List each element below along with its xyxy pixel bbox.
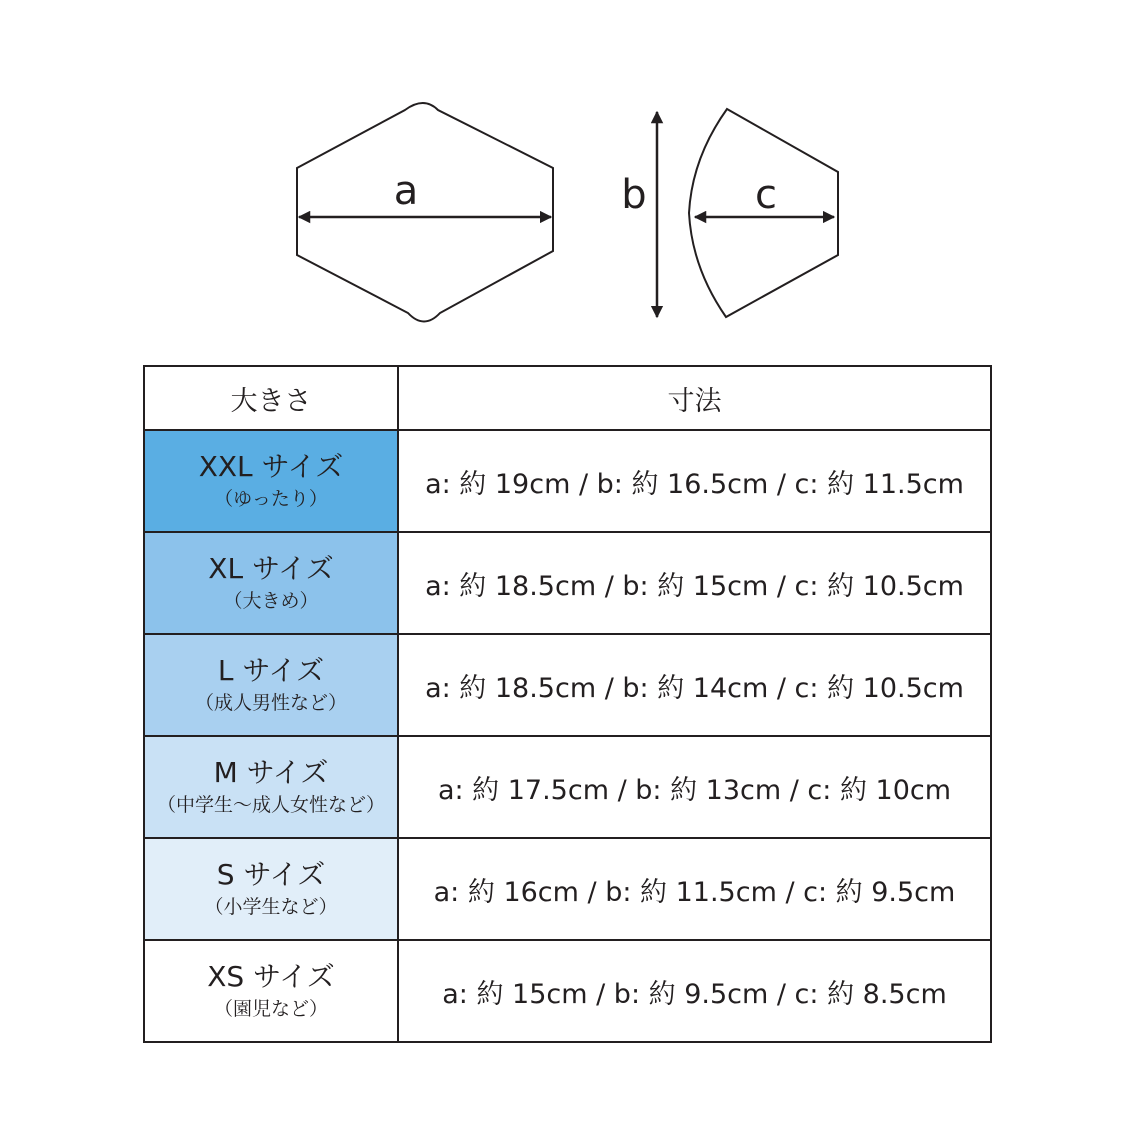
size-cell bbox=[144, 634, 398, 736]
size-note: （ゆったり） bbox=[214, 488, 328, 510]
table-row bbox=[144, 430, 991, 532]
size-header: 大きさ bbox=[144, 366, 398, 430]
size-note: （園児など） bbox=[213, 998, 328, 1020]
size-name: XS サイズ bbox=[207, 960, 335, 993]
size-cell bbox=[144, 838, 398, 940]
size-note: （成人男性など） bbox=[194, 692, 347, 714]
size-name: M サイズ bbox=[213, 756, 329, 789]
dims-header: 寸法 bbox=[398, 366, 991, 430]
mask-front-outline bbox=[297, 103, 553, 322]
size-name: XL サイズ bbox=[208, 552, 334, 585]
dims-cell: a: 約 17.5cm / b: 約 13cm / c: 約 10cm bbox=[398, 736, 991, 838]
dimension-a-label: a bbox=[393, 168, 419, 214]
table-header-row bbox=[144, 366, 991, 430]
size-cell bbox=[144, 736, 398, 838]
size-note: （中学生〜成人女性など） bbox=[156, 794, 385, 816]
table-row bbox=[144, 736, 991, 838]
size-name: S サイズ bbox=[216, 858, 326, 891]
size-name: L サイズ bbox=[217, 654, 325, 687]
size-note: （大きめ） bbox=[223, 590, 319, 612]
mask-diagram bbox=[0, 0, 1142, 360]
size-cell bbox=[144, 940, 398, 1042]
dimension-b-label: b bbox=[621, 172, 647, 218]
size-name: XXL サイズ bbox=[198, 450, 344, 483]
size-note: （小学生など） bbox=[204, 896, 338, 918]
dims-cell: a: 約 18.5cm / b: 約 15cm / c: 約 10.5cm bbox=[398, 532, 991, 634]
dims-cell: a: 約 19cm / b: 約 16.5cm / c: 約 11.5cm bbox=[398, 430, 991, 532]
dims-cell: a: 約 18.5cm / b: 約 14cm / c: 約 10.5cm bbox=[398, 634, 991, 736]
table-row bbox=[144, 634, 991, 736]
size-cell bbox=[144, 430, 398, 532]
table-row bbox=[144, 838, 991, 940]
size-table bbox=[143, 365, 992, 1043]
table-row bbox=[144, 532, 991, 634]
dims-cell: a: 約 15cm / b: 約 9.5cm / c: 約 8.5cm bbox=[398, 940, 991, 1042]
dimension-c-label: c bbox=[755, 172, 777, 218]
size-cell bbox=[144, 532, 398, 634]
table-row bbox=[144, 940, 991, 1042]
dims-cell: a: 約 16cm / b: 約 11.5cm / c: 約 9.5cm bbox=[398, 838, 991, 940]
